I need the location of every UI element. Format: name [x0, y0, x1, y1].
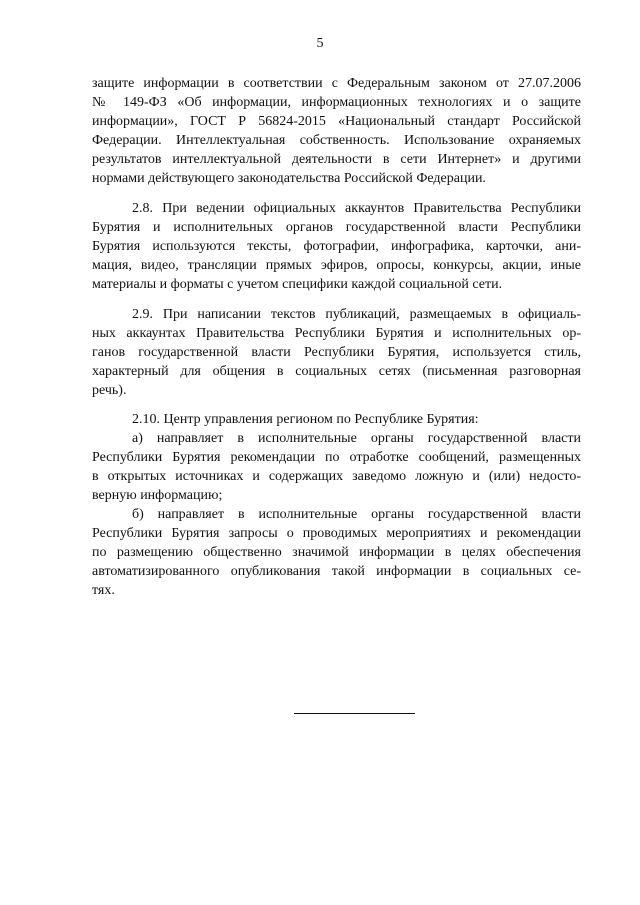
paragraph-line: результатов интеллектуальной деятельности в сети Интернет» и другими: [92, 152, 581, 167]
clause-2-9-line: ных аккаунтах Правительства Республики Бурятия и исполнительных ор-: [92, 326, 581, 341]
clause-2-9-line: речь).: [92, 383, 127, 398]
paragraph-line: № 149-ФЗ «Об информации, информационных технологиях и о защите: [92, 95, 581, 110]
clause-2-8-line: 2.8. При ведении официальных аккаунтов Правительства Республики: [132, 201, 581, 216]
end-separator-line: [294, 713, 415, 714]
clause-2-10-a-line: верную информацию;: [92, 488, 223, 503]
clause-2-10-a-line: в открытых источниках и содержащих заведомо ложную и (или) недосто-: [92, 469, 581, 484]
clause-2-10-heading: 2.10. Центр управления регионом по Республике Бурятия:: [132, 412, 479, 427]
clause-2-10-b-line: автоматизированного опубликования такой информации в социальных се-: [92, 564, 581, 579]
paragraph-line: защите информации в соответствии с Федеральным законом от 27.07.2006: [92, 76, 581, 91]
paragraph-line: информации», ГОСТ Р 56824-2015 «Национальный стандарт Российской: [92, 114, 581, 129]
page-number: 5: [316, 36, 324, 51]
clause-2-10-b-line: тях.: [92, 583, 115, 598]
clause-2-9-line: характерный для общения в социальных сетях (письменная разговорная: [92, 364, 581, 379]
clause-2-8-line: Бурятия используются тексты, фотографии, инфографика, карточки, ани-: [92, 239, 581, 254]
clause-2-8-line: Бурятия и исполнительных органов государственной власти Республики: [92, 220, 581, 235]
clause-2-9-line: ганов государственной власти Республики Бурятия, используется стиль,: [92, 345, 581, 360]
clause-2-9-line: 2.9. При написании текстов публикаций, размещаемых в официаль-: [132, 307, 581, 322]
clause-2-10-b-line: по размещению общественно значимой информации в целях обеспечения: [92, 545, 581, 560]
clause-2-10-a-line: Республики Бурятия рекомендации по отработке сообщений, размещенных: [92, 450, 581, 465]
clause-2-10-b-line: б) направляет в исполнительные органы государственной власти: [132, 507, 581, 522]
clause-2-10-b-line: Республики Бурятия запросы о проводимых мероприятиях и рекомендации: [92, 526, 581, 541]
paragraph-line: нормами действующего законодательства Российской Федерации.: [92, 171, 486, 186]
clause-2-10-a-line: а) направляет в исполнительные органы государственной власти: [132, 431, 581, 446]
clause-2-8-line: материалы и форматы с учетом специфики каждой социальной сети.: [92, 277, 503, 292]
paragraph-line: Федерации. Интеллектуальная собственность. Использование охраняемых: [92, 133, 581, 148]
clause-2-8-line: мация, видео, трансляции прямых эфиров, опросы, конкурсы, акции, иные: [92, 258, 581, 273]
